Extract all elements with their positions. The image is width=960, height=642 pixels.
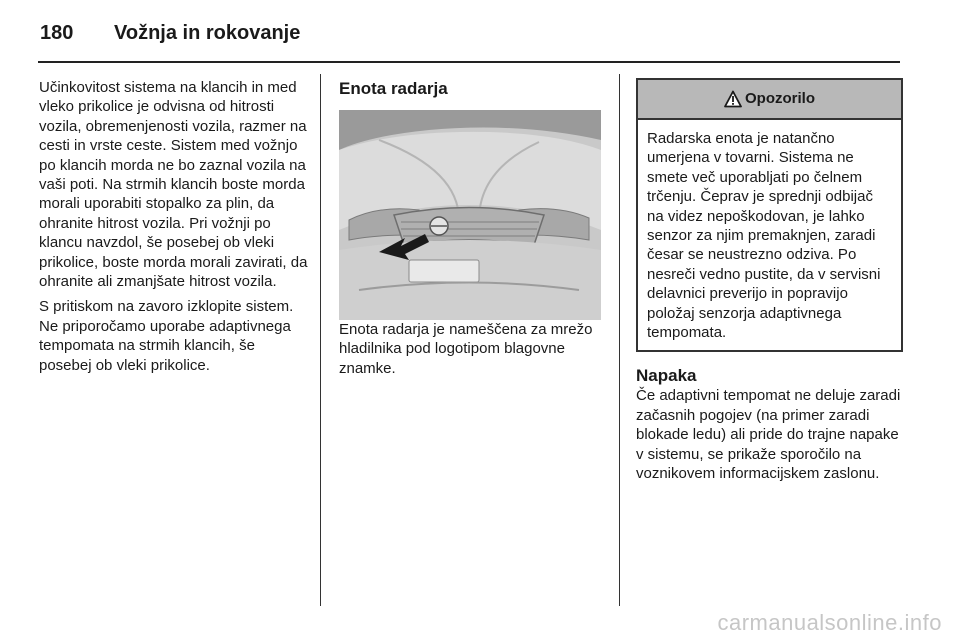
car-front-illustration	[339, 110, 601, 320]
page-header	[40, 18, 300, 48]
warning-header	[638, 80, 901, 120]
column-divider-1	[320, 74, 321, 606]
header-rule	[38, 61, 900, 63]
figure-caption: Enota radarja je nameščena za mrežo hladilnika pod logotipom blagovne znamke.	[339, 321, 593, 377]
section-heading-napaka: Napaka	[636, 366, 697, 386]
paragraph-brake: S pritiskom na zavoro izklopite sistem. Ne priporočamo uporabe adaptivnega tempomata na strmih klancih, še posebej ob vleki prikolice.	[39, 298, 294, 374]
warning-text: Radarska enota je natančno umerjena v tovarni. Sistema ne smete več uporabljati po čelnem trčenju. Čeprav je sprednji odbijač na videz nepoškodovan, je lahko senzor za njim premaknjen, zaradi česar se neustrezno odziva. Po nesreči vedno pustite, da v servisni delavnici preverijo in popravijo položaj senzorja adaptivnega tempomata.	[647, 130, 881, 342]
car-front-figure	[339, 110, 601, 320]
warning-triangle-icon	[724, 90, 742, 108]
warning-title: Opozorilo	[745, 90, 815, 108]
paragraph-napaka: Če adaptivni tempomat ne deluje zaradi začasnih pogojev (na primer zaradi blokade ledu) ali pride do trajne napake v sistemu, se prikaže sporočilo na voznikovem informacijskem zaslonu.	[636, 387, 901, 483]
watermark: carmanualsonline.info	[717, 610, 942, 635]
section-heading-radar: Enota radarja	[339, 79, 448, 98]
warning-box	[636, 78, 903, 352]
column-divider-2	[619, 74, 620, 606]
column-right	[636, 78, 906, 490]
paragraph-hills: Učinkovitost sistema na klancih in med vleko prikolice je odvisna od hitrosti vozila, obremenjenosti vozila, razmer na cesti in vrste ceste. Sistem med vožnjo po klancih morda ne bo zaznal vozila na vaši poti. Na strmih klancih boste morda morali uporabiti stopalko za plin, da ohranite hitrost vozila. Pri vožnji po klancu navzdol, še posebej ob vleki prikolice, boste morda morali zavirati, da ohranite ali zmanjšate hitrost vozila.	[39, 79, 308, 291]
page-number: 180	[40, 22, 74, 44]
column-middle	[339, 78, 607, 384]
column-left	[39, 78, 311, 381]
page-title: Vožnja in rokovanje	[114, 22, 301, 44]
